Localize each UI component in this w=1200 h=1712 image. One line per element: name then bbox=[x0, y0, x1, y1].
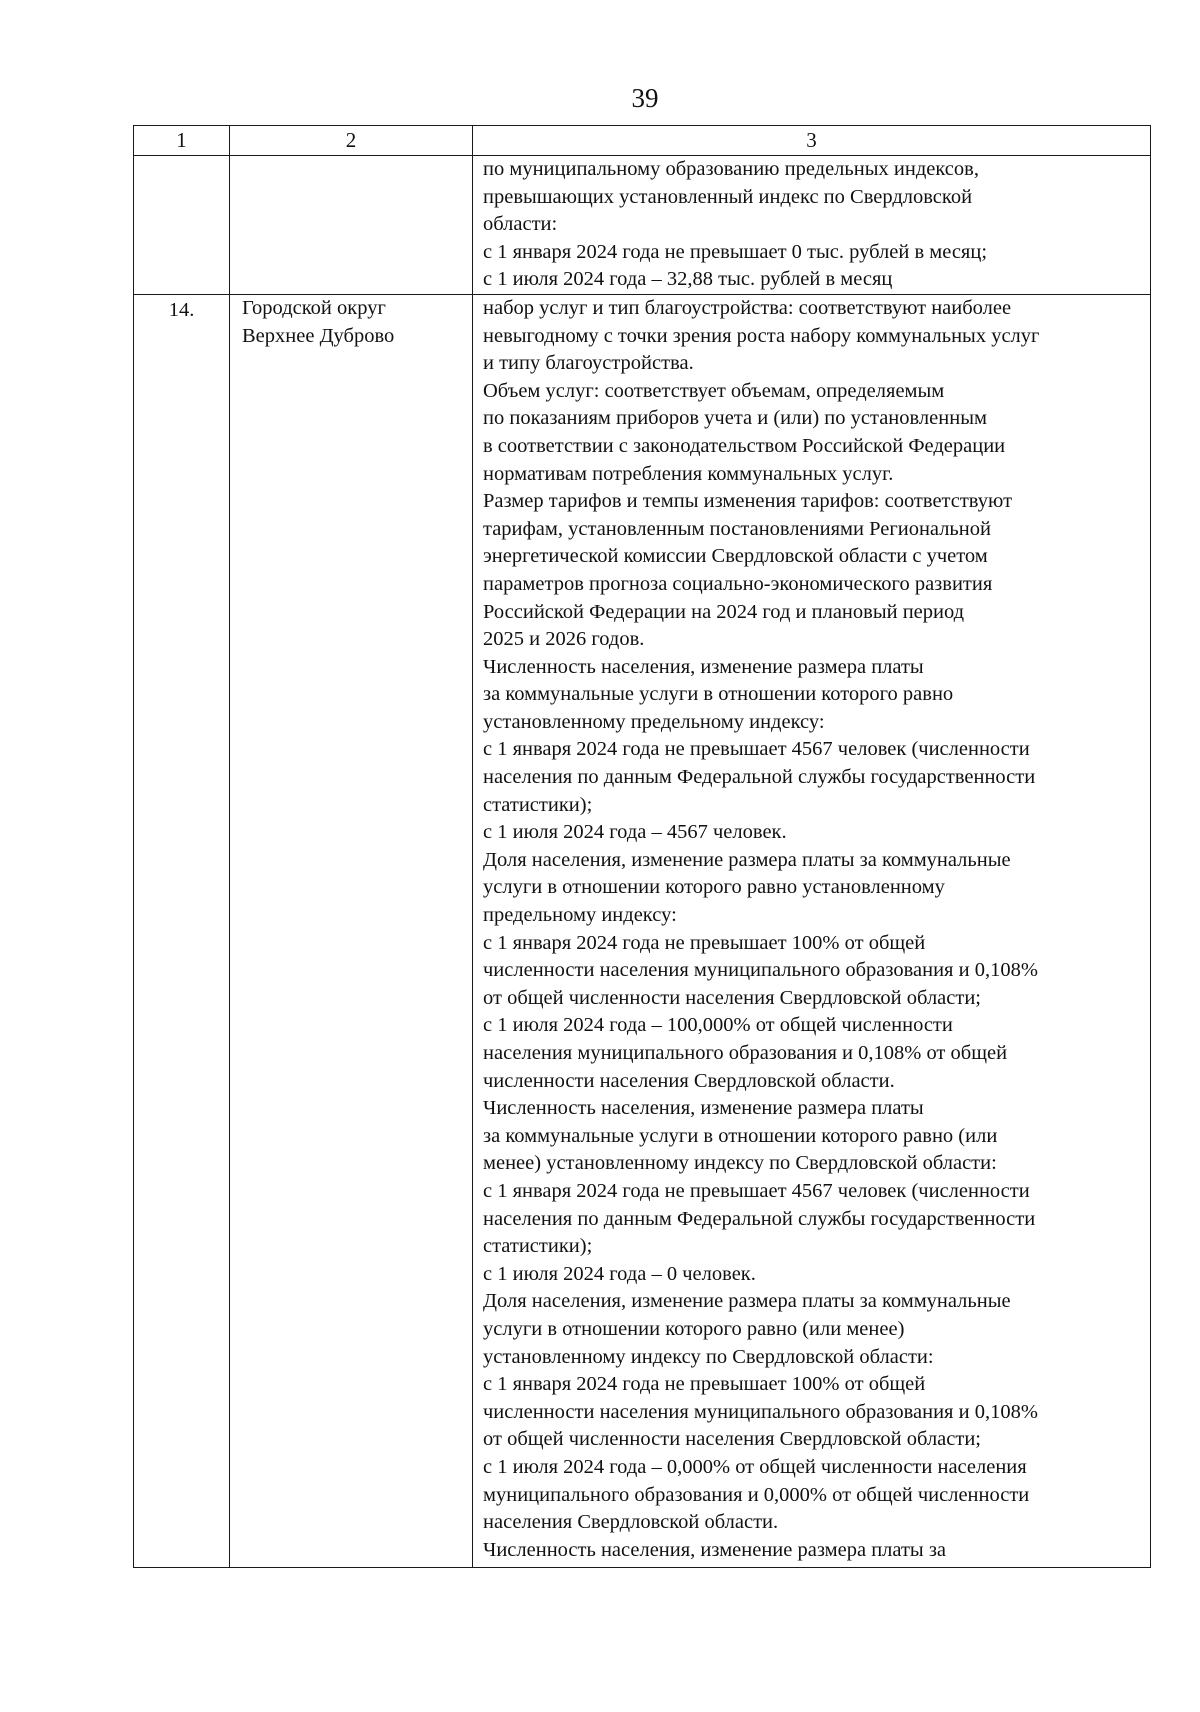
text-line: по муниципальному образованию предельных индексов, bbox=[483, 158, 979, 180]
text-line: набор услуг и тип благоустройства: соответствуют наиболее bbox=[483, 296, 1012, 319]
data-table bbox=[133, 125, 1151, 1568]
text-line: населения по данным Федеральной службы государственности bbox=[483, 766, 1036, 789]
continuation-name-cell bbox=[230, 156, 473, 295]
text-line: с 1 июля 2024 года – 100,000% от общей численности bbox=[483, 1014, 953, 1037]
text-line: Численность населения, изменение размера платы bbox=[483, 655, 924, 678]
text-line: энергетической комиссии Свердловской области с учетом bbox=[483, 545, 988, 568]
text-line: услуги в отношении которого равно установленному bbox=[483, 876, 945, 899]
text-line: Объем услуг: соответствует объемам, определяемым bbox=[483, 379, 945, 402]
text-line: параметров прогноза социально-экономического развития bbox=[483, 572, 993, 595]
continuation-content-cell bbox=[473, 156, 1151, 295]
continuation-number-cell bbox=[134, 156, 230, 295]
text-line: с 1 июля 2024 года – 32,88 тыс. рублей в месяц bbox=[483, 268, 893, 291]
text-line: от общей численности населения Свердловской области; bbox=[483, 986, 981, 1009]
text-line: численности населения муниципального образования и 0,108% bbox=[483, 1400, 1038, 1423]
text-line: с 1 января 2024 года не превышает 100% от общей bbox=[483, 931, 926, 954]
text-line: невыгодному с точки зрения роста набору коммунальных услуг bbox=[483, 324, 1040, 347]
table-row bbox=[134, 294, 1151, 1567]
header-cell-3: 3 bbox=[473, 126, 1151, 156]
text-line: услуги в отношении которого равно (или менее) bbox=[483, 1317, 905, 1340]
text-line: Размер тарифов и темпы изменения тарифов: соответствуют bbox=[483, 490, 1013, 513]
table-header-row bbox=[134, 126, 1151, 156]
text-line: численности населения муниципального образования и 0,108% bbox=[483, 959, 1038, 982]
text-line: с 1 июля 2024 года – 0,000% от общей численности населения bbox=[483, 1455, 1027, 1478]
text-line: с 1 января 2024 года не превышает 4567 человек (численности bbox=[483, 738, 1030, 761]
continuation-row bbox=[134, 156, 1151, 295]
row-content-cell bbox=[473, 294, 1151, 1567]
page-number: 39 bbox=[631, 83, 659, 113]
text-line: по показаниям приборов учета и (или) по установленным bbox=[483, 407, 987, 430]
text-line: в соответствии с законодательством Российской Федерации bbox=[483, 434, 1006, 457]
text-line: за коммунальные услуги в отношении которого равно (или bbox=[483, 1124, 998, 1147]
text-line: менее) установленному индексу по Свердловской области: bbox=[483, 1152, 997, 1175]
text-line: с 1 января 2024 года не превышает 100% от общей bbox=[483, 1373, 926, 1396]
text-line: установленному индексу по Свердловской области: bbox=[483, 1345, 934, 1368]
text-line: предельному индексу: bbox=[483, 904, 677, 927]
text-line: с 1 июля 2024 года – 0 человек. bbox=[483, 1262, 756, 1285]
text-line: с 1 июля 2024 года – 4567 человек. bbox=[483, 821, 787, 844]
text-line: Численность населения, изменение размера платы bbox=[483, 1097, 924, 1120]
text-line: за коммунальные услуги в отношении которого равно bbox=[483, 683, 954, 706]
header-cell-1: 1 bbox=[134, 126, 230, 156]
row-number-cell: 14. bbox=[134, 294, 230, 1567]
text-line: тарифам, установленным постановлениями Региональной bbox=[483, 517, 991, 540]
text-line: населения Свердловской области. bbox=[483, 1511, 779, 1534]
municipality-name-line: Городской округ bbox=[242, 296, 386, 319]
text-line: от общей численности населения Свердловской области; bbox=[483, 1428, 981, 1451]
text-line: численности населения Свердловской области. bbox=[483, 1069, 895, 1092]
text-line: с 1 января 2024 года не превышает 4567 человек (численности bbox=[483, 1179, 1030, 1202]
text-line: и типу благоустройства. bbox=[483, 352, 694, 375]
text-line: Доля населения, изменение размера платы за коммунальные bbox=[483, 848, 1011, 871]
text-line: Российской Федерации на 2024 год и плановый период bbox=[483, 600, 965, 623]
text-line: области: bbox=[483, 213, 558, 236]
text-line: 2025 и 2026 годов. bbox=[483, 628, 645, 651]
text-line: статистики); bbox=[483, 1235, 593, 1258]
text-line: с 1 января 2024 года не превышает 0 тыс. рублей в месяц; bbox=[483, 240, 988, 263]
text-line: нормативам потребления коммунальных услуг. bbox=[483, 462, 894, 485]
text-line: Доля населения, изменение размера платы за коммунальные bbox=[483, 1290, 1011, 1313]
municipality-name-line: Верхнее Дуброво bbox=[242, 324, 395, 347]
municipality-name-cell bbox=[230, 294, 473, 1567]
text-line: Численность населения, изменение размера платы за bbox=[483, 1538, 947, 1561]
header-cell-2: 2 bbox=[230, 126, 473, 156]
text-line: муниципального образования и 0,000% от общей численности bbox=[483, 1483, 1030, 1506]
text-line: населения муниципального образования и 0,108% от общей bbox=[483, 1042, 1008, 1064]
text-line: установленному предельному индексу: bbox=[483, 710, 825, 733]
text-line: населения по данным Федеральной службы государственности bbox=[483, 1207, 1036, 1230]
text-line: превышающих установленный индекс по Свердловской bbox=[483, 185, 973, 208]
text-line: статистики); bbox=[483, 793, 593, 816]
